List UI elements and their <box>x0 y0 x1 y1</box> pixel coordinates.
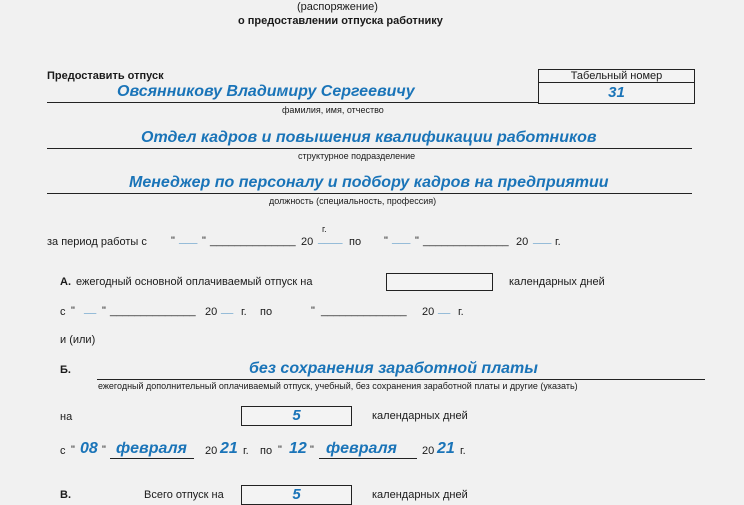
department-caption: структурное подразделение <box>298 151 416 161</box>
sa-from: с <box>60 306 66 318</box>
sb-to-year-prefix: 20 <box>422 445 435 457</box>
section-c-total-label: Всего отпуск на <box>144 489 224 501</box>
wp-from-month-blank: ______________ <box>210 235 296 247</box>
sa-from-year-blank: __ <box>221 303 234 315</box>
sa-q2: " <box>102 305 106 317</box>
sa-from-day-blank: __ <box>84 303 97 315</box>
order-type: (распоряжение) <box>297 1 378 13</box>
section-c-days-label: календарных дней <box>372 489 468 501</box>
department-line <box>47 148 692 149</box>
order-subject: о предоставлении отпуска работнику <box>238 15 443 27</box>
sb-q1: " <box>71 444 75 456</box>
sb-to-year: 21 <box>437 440 455 457</box>
position-caption: должность (специальность, профессия) <box>269 196 437 206</box>
sa-q3: " <box>311 305 315 317</box>
wp-from-year-blank: ____ <box>318 233 343 245</box>
employee-name-line <box>47 102 538 103</box>
section-b-leave-type: без сохранения заработной платы <box>249 360 538 377</box>
work-period-label: за период работы с <box>47 236 147 248</box>
work-period-year-g: г. <box>322 224 327 234</box>
tab-number-value: 31 <box>608 84 625 101</box>
wp-to-month-blank: ______________ <box>423 235 509 247</box>
sa-q1: " <box>71 305 75 317</box>
sa-to-year-blank: __ <box>438 303 451 315</box>
sb-from: с <box>60 445 66 457</box>
sb-on-label: на <box>60 411 73 423</box>
sa-g: г. <box>241 306 247 318</box>
wp-from-day-blank: ___ <box>179 233 198 245</box>
wp-to-label: по <box>349 236 362 248</box>
wp-to-year-blank: ___ <box>533 233 552 245</box>
section-a-days-box <box>386 273 493 291</box>
wp-to-quote-close: " <box>415 235 419 247</box>
wp-quote-open: " <box>171 235 175 247</box>
section-b-days-label: календарных дней <box>372 410 468 422</box>
sa-g-end: г. <box>458 306 464 318</box>
sb-from-month-line <box>110 458 194 459</box>
section-b-caption: ежегодный дополнительный оплачиваемый отпуск, учебный, без сохранения заработной платы и другие (указать) <box>98 381 578 391</box>
section-a-text: ежегодный основной оплачиваемый отпуск на <box>76 276 313 288</box>
and-or: и (или) <box>60 334 96 346</box>
sb-q3: " <box>278 444 282 456</box>
sb-to-month-line <box>319 458 417 459</box>
sb-q4: " <box>310 444 314 456</box>
sb-q2: " <box>102 444 106 456</box>
wp-g-end: г. <box>555 236 561 248</box>
sa-to-year-prefix: 20 <box>422 306 435 318</box>
sb-g-end: г. <box>460 445 466 457</box>
sb-from-year: 21 <box>220 440 238 457</box>
wp-year-prefix: 20 <box>301 236 314 248</box>
section-b-label: Б. <box>60 364 71 376</box>
sa-year-prefix: 20 <box>205 306 218 318</box>
sa-to-month-blank: ______________ <box>321 305 407 317</box>
wp-quote-close: " <box>202 235 206 247</box>
sb-to: по <box>260 445 273 457</box>
section-c-days-value: 5 <box>292 486 301 503</box>
sb-g: г. <box>243 445 249 457</box>
section-b-days-value: 5 <box>292 407 301 424</box>
tab-number-box <box>538 82 695 104</box>
position-value: Менеджер по персоналу и подбору кадров на предприятии <box>129 174 609 191</box>
position-line <box>47 193 692 194</box>
wp-to-day-blank: ___ <box>392 233 411 245</box>
grant-label: Предоставить отпуск <box>47 70 164 82</box>
section-a-label: А. <box>60 276 71 288</box>
section-a-days-label: календарных дней <box>509 276 605 288</box>
section-b-line <box>97 379 705 380</box>
wp-to-year-prefix: 20 <box>516 236 529 248</box>
sa-to: по <box>260 306 273 318</box>
section-b-days-box <box>241 406 352 426</box>
section-c-days-box <box>241 485 352 505</box>
sa-from-month-blank: ______________ <box>110 305 196 317</box>
department-value: Отдел кадров и повышения квалификации работников <box>141 129 597 146</box>
employee-name: Овсянникову Владимиру Сергеевичу <box>117 83 415 100</box>
sb-to-day: 12 <box>289 440 307 457</box>
sb-to-month: февраля <box>326 440 397 457</box>
sb-from-month: февраля <box>116 440 187 457</box>
employee-name-caption: фамилия, имя, отчество <box>282 105 384 115</box>
tab-number-label: Табельный номер <box>570 70 663 82</box>
sb-from-day: 08 <box>80 440 98 457</box>
wp-to-quote-open: " <box>384 235 388 247</box>
sb-year-prefix: 20 <box>205 445 218 457</box>
section-c-label: В. <box>60 489 71 501</box>
